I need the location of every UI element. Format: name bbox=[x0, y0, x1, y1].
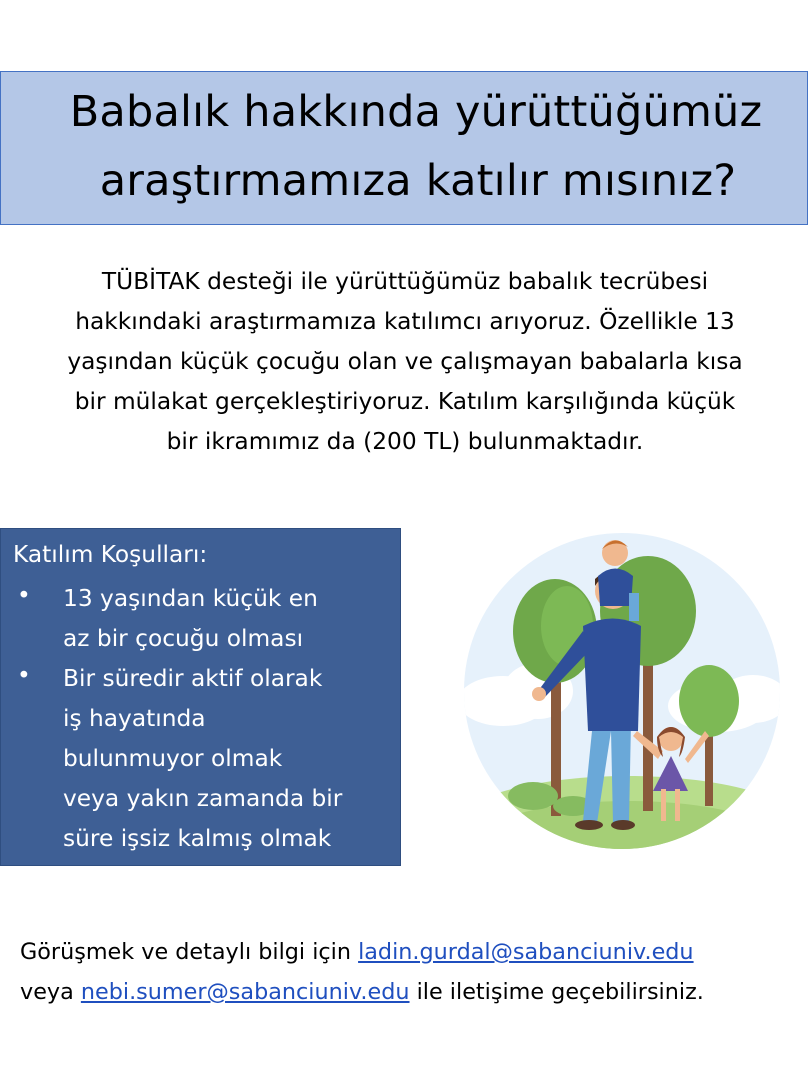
condition-item bbox=[63, 659, 393, 859]
conditions-title: Katılım Koşulları: bbox=[13, 541, 208, 568]
conditions-box bbox=[0, 528, 401, 866]
bullet-icon: • bbox=[17, 582, 31, 609]
email-link-2[interactable]: nebi.sumer@sabanciuniv.edu bbox=[80, 979, 410, 1005]
page-title-line-1: Babalık hakkında yürüttüğümüz bbox=[69, 87, 763, 137]
bush bbox=[508, 782, 558, 810]
title-banner bbox=[0, 71, 808, 225]
father-children-park-illustration bbox=[443, 531, 801, 851]
son-body bbox=[598, 569, 633, 607]
condition-line: az bir çocuğu olması bbox=[63, 625, 304, 652]
intro-line: bir mülakat gerçekleştiriyoruz. Katılım karşılığında küçük bbox=[74, 388, 736, 415]
condition-line: Bir süredir aktif olarak bbox=[63, 665, 323, 692]
tree-trunk bbox=[643, 651, 653, 811]
contact-line-1 bbox=[20, 932, 810, 972]
email-link-1[interactable]: ladin.gurdal@sabanciuniv.edu bbox=[358, 939, 694, 965]
condition-item bbox=[63, 579, 393, 659]
page-title-line-2: araştırmamıza katılır mısınız? bbox=[99, 156, 737, 206]
intro-line: hakkındaki araştırmamıza katılımcı arıyoruz. Özellikle 13 bbox=[75, 308, 735, 335]
contact-middle: veya bbox=[20, 979, 74, 1005]
contact-paragraph bbox=[20, 932, 810, 1012]
intro-line: TÜBİTAK desteği ile yürüttüğümüz babalık tecrübesi bbox=[101, 268, 709, 295]
contact-line-2 bbox=[20, 972, 810, 1012]
contact-suffix: ile iletişime geçebilirsiniz. bbox=[416, 979, 704, 1005]
illustration-svg bbox=[443, 531, 801, 851]
intro-line: bir ikramımız da (200 TL) bulunmaktadır. bbox=[166, 428, 644, 455]
father-shirt bbox=[583, 619, 641, 732]
condition-line: bulunmuyor olmak bbox=[63, 745, 283, 772]
intro-paragraph bbox=[10, 262, 800, 462]
intro-line: yaşından küçük çocuğu olan ve çalışmayan babalarla kısa bbox=[67, 348, 743, 375]
condition-line: veya yakın zamanda bir bbox=[63, 785, 343, 812]
bullet-icon: • bbox=[17, 662, 31, 689]
contact-prefix: Görüşmek ve detaylı bilgi için bbox=[20, 939, 351, 965]
condition-line: süre işsiz kalmış olmak bbox=[63, 825, 332, 852]
condition-line: 13 yaşından küçük en bbox=[63, 585, 318, 612]
condition-line: iş hayatında bbox=[63, 705, 206, 732]
